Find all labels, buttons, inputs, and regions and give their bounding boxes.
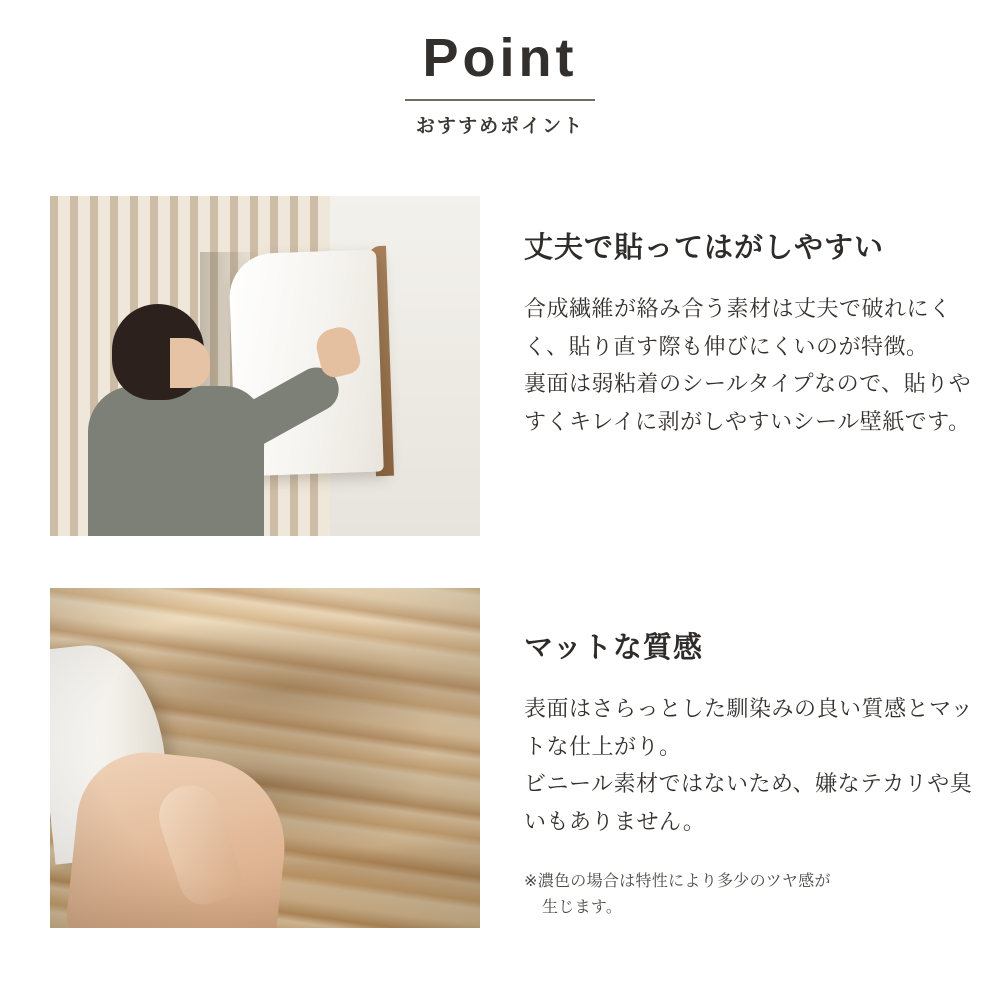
hand-holding-wood-grain-sheet-photo: [50, 588, 480, 928]
photo-vignette: [50, 588, 480, 928]
title-divider: [405, 99, 595, 101]
page-title: Point: [422, 28, 578, 88]
woman-applying-wallpaper-photo: [50, 196, 480, 536]
page-subtitle: おすすめポイント: [415, 115, 585, 137]
section-1-heading: 丈夫で貼ってはがしやすい: [524, 232, 885, 264]
section-2-heading: マットな質感: [524, 632, 703, 664]
point-section-2: [50, 588, 984, 928]
person-face: [170, 338, 210, 388]
section-2-note: [524, 869, 984, 920]
section-2-note-line1: ※濃色の場合は特性により多少のツヤ感が: [524, 873, 831, 890]
point-section-2-text: [524, 588, 984, 920]
section-1-body: 合成繊維が絡み合う素材は丈夫で破れにくく、貼り直す際も伸びにくいのが特徴。 裏面は弱粘着のシールタイプなので、貼りやすくキレイに剥がしやすいシール壁紙です。: [524, 295, 972, 435]
section-2-body: 表面はさらっとした馴染みの良い質感とマットな仕上がり。 ビニール素材ではないため、嫌なテカリや臭いもありません。: [524, 695, 974, 835]
page-header: [0, 0, 1000, 138]
point-section-1-text: [524, 196, 984, 441]
point-section-1: [50, 196, 984, 536]
section-2-note-line2: 生じます。: [542, 898, 623, 916]
